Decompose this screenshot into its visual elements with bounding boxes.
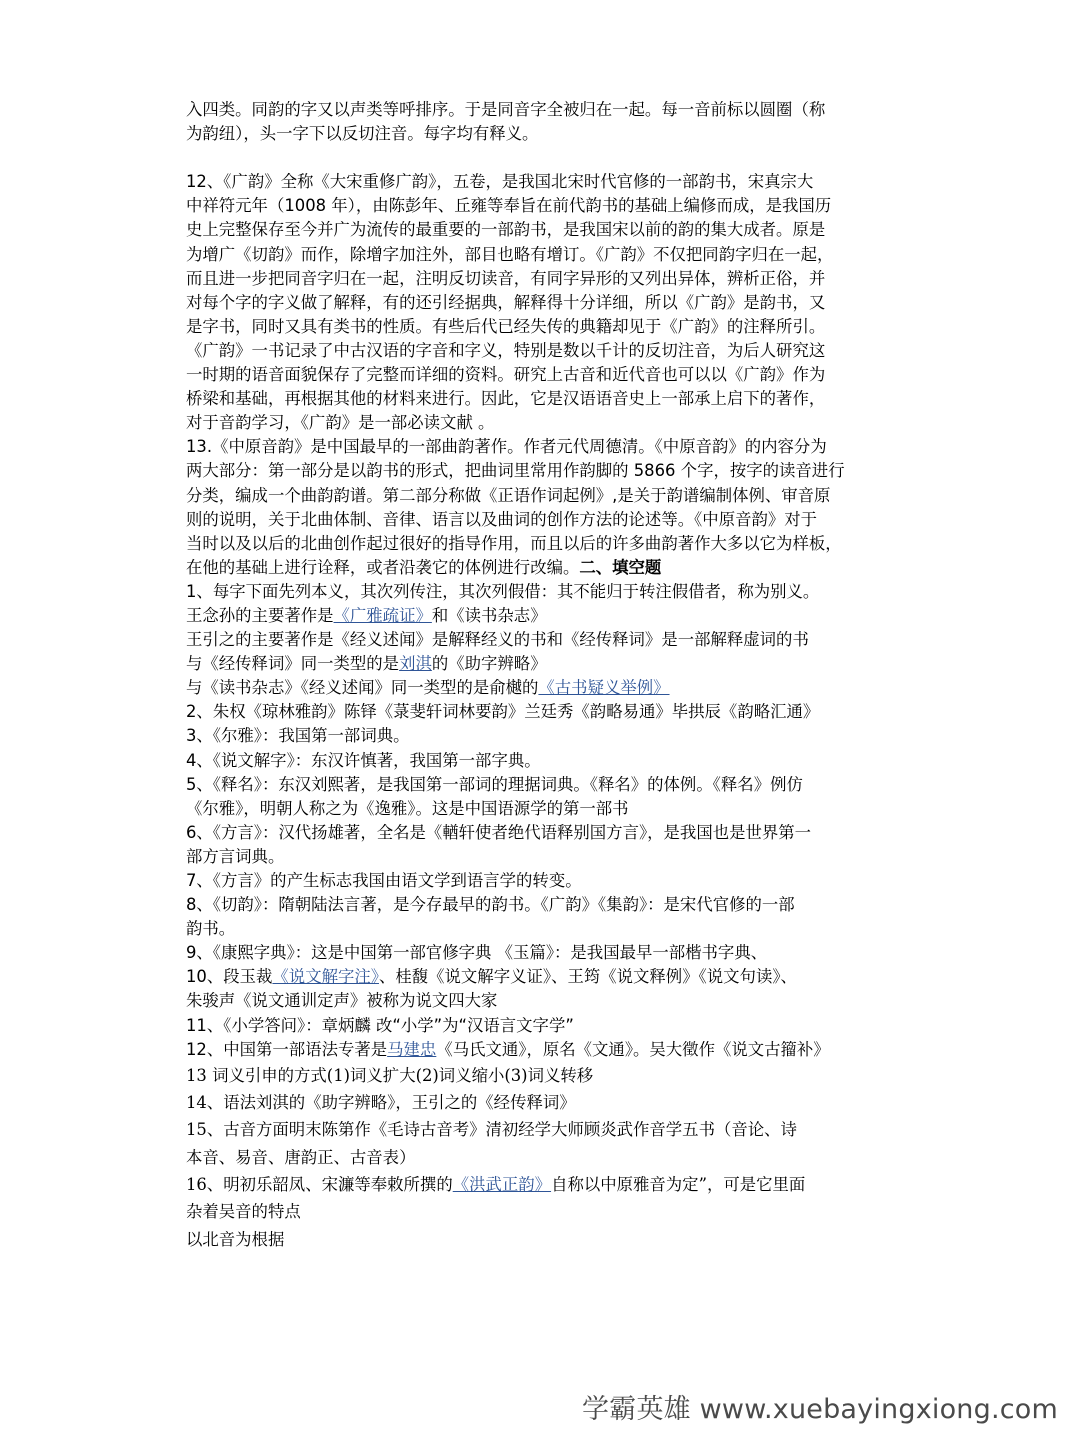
text-segment: 5、《释名》：东汉刘熙著，是我国第一部词的理据词典。《释名》的体例。《释名》例仿 <box>186 774 803 794</box>
text-segment: 部方言词典。 <box>186 846 285 866</box>
text-segment: 6、《方言》：汉代扬雄著，全名是《輶轩使者绝代语释别国方言》，是我国也是世界第一 <box>186 822 812 842</box>
text-segment: 入四类。同韵的字又以声类等呼排序。于是同音字全被归在一起。每一音前标以圆圈（称 <box>186 100 826 119</box>
text-segment: 2、朱权《琼林雅韵》陈铎《菉斐轩词林要韵》兰廷秀《韵略易通》毕拱辰《韵略汇通》 <box>186 702 820 722</box>
text-line <box>186 1116 906 1143</box>
hyperlink[interactable]: 马建忠 <box>387 1039 437 1059</box>
text-line <box>186 315 906 339</box>
text-segment: 中祥符元年（1008 年），由陈彭年、丘雍等奉旨在前代韵书的基础上编修而成，是我国历 <box>186 196 832 216</box>
text-segment: 两大部分：第一部分是以韵书的形式，把曲词里常用作韵脚的 5866 个字，按字的读音进行 <box>186 461 845 481</box>
text-line <box>186 1171 906 1198</box>
text-segment: 、桂馥《说文解字义证》、王筠《说文释例》《说文句读》、 <box>378 967 797 987</box>
text-line <box>186 508 906 532</box>
text-line <box>186 941 906 965</box>
text-segment: 当时以及以后的北曲创作起过很好的指导作用，而且以后的许多曲韵著作大多以它为样板， <box>186 533 842 553</box>
text-line <box>186 484 906 508</box>
text-line <box>186 194 906 218</box>
text-line <box>186 797 906 821</box>
text-segment: 16、明初乐韶凤、宋濂等奉敕所撰的 <box>186 1174 453 1194</box>
text-segment: 《尔雅》，明朝人称之为《逸雅》。这是中国语源学的第一部书 <box>186 798 629 818</box>
text-segment: 为韵纽），头一字下以反切注音。每字均有释义。 <box>186 124 539 144</box>
text-segment: 史上完整保存至今并广为流传的最重要的一部韵书，是我国宋以前的韵的集大成者。原是 <box>186 220 826 240</box>
text-segment: 《马氏文通》，原名《文通》。吴大徵作《说文古籀补》 <box>436 1039 830 1059</box>
hyperlink[interactable]: 《古书疑义举例》 <box>538 678 670 698</box>
text-segment: 杂着吴音的特点 <box>186 1202 301 1222</box>
text-segment: 与《经传释词》同一类型的是 <box>186 654 400 674</box>
text-segment: 与《读书杂志》《经义述闻》同一类型的是俞樾的 <box>186 678 539 698</box>
text-segment: 《广韵》一书记录了中古汉语的字音和字义，特别是数以千计的反切注音，为后人研究这 <box>186 340 826 360</box>
watermark: 学霸英雄 www.xuebayingxiong.com <box>582 1394 1058 1425</box>
text-line <box>186 724 906 748</box>
text-line <box>186 628 906 652</box>
text-segment: 韵书。 <box>186 919 236 939</box>
text-line <box>186 917 906 941</box>
text-segment: 14、语法刘淇的《助字辨略》，王引之的《经传释词》 <box>186 1093 576 1113</box>
text-line <box>186 267 906 291</box>
text-line <box>186 676 906 700</box>
text-line <box>186 98 906 122</box>
text-line <box>186 749 906 773</box>
text-segment: 10、段玉裁 <box>186 967 273 987</box>
text-segment: 12、《广韵》全称《大宋重修广韵》，五卷，是我国北宋时代官修的一部韵书，宋真宗大 <box>186 172 814 192</box>
text-line <box>186 556 906 580</box>
text-segment: 12、中国第一部语法专著是 <box>186 1039 388 1059</box>
text-line <box>186 580 906 604</box>
text-segment: 3、《尔雅》：我国第一部词典。 <box>186 726 410 746</box>
hyperlink[interactable]: 《广雅疏证》 <box>333 605 432 625</box>
text-line <box>186 411 906 435</box>
text-segment: 自称以中原雅音为定”，可是它里面 <box>551 1174 806 1194</box>
blank-line <box>186 146 906 170</box>
text-line <box>186 1198 906 1225</box>
text-line <box>186 989 906 1013</box>
hyperlink[interactable]: 《洪武正韵》 <box>452 1174 552 1194</box>
text-segment: 和《读书杂志》 <box>431 605 547 625</box>
text-line <box>186 243 906 267</box>
text-segment: 13 词义引申的方式(1)词义扩大(2)词义缩小(3)词义转移 <box>186 1065 594 1085</box>
text-segment: 对每个字的字义做了解释，有的还引经据典，解释得十分详细，所以《广韵》是韵书，又 <box>186 292 826 312</box>
text-line <box>186 363 906 387</box>
text-segment: 4、《说文解字》：东汉许慎著，我国第一部字典。 <box>186 750 541 770</box>
text-segment: 而且进一步把同音字归在一起，注明反切读音，有同字异形的又列出异体，辨析正俗，并 <box>186 268 826 288</box>
text-line <box>186 1226 906 1253</box>
text-segment: 在他的基础上进行诠释，或者沿袭它的体例进行改编。 <box>186 557 580 577</box>
text-segment: 1、每字下面先列本义，其次列传注，其次列假借：其不能归于转注假借者，称为别义。 <box>186 581 820 601</box>
text-segment: 王引之的主要著作是《经义述闻》是解释经义的书和《经传释词》是一部解释虚词的书 <box>186 630 809 650</box>
text-segment: 分类，编成一个曲韵韵谱。第二部分称做《正语作词起例》,是关于韵谱编制体例、审音原 <box>186 485 831 505</box>
text-line <box>186 1089 906 1116</box>
text-line <box>186 291 906 315</box>
text-line <box>186 773 906 797</box>
text-segment: 桥梁和基础，再根据其他的材料来进行。因此，它是汉语语音史上一部承上启下的著作， <box>186 389 826 409</box>
text-line <box>186 459 906 483</box>
text-line <box>186 1038 906 1062</box>
text-segment: 8、《切韵》：隋朝陆法言著，是今存最早的韵书。《广韵》《集韵》：是宋代官修的一部 <box>186 895 795 915</box>
text-line <box>186 1144 906 1171</box>
text-line <box>186 965 906 989</box>
text-line <box>186 170 906 194</box>
hyperlink[interactable]: 《说文解字注》 <box>272 967 379 987</box>
hyperlink[interactable]: 刘淇 <box>399 654 432 674</box>
text-line <box>186 845 906 869</box>
text-segment: 9、《康熙字典》：这是中国第一部官修字典 《玉篇》：是我国最早一部楷书字典、 <box>186 943 768 963</box>
text-segment: 本音、易音、唐韵正、古音表） <box>186 1147 416 1167</box>
text-line <box>186 700 906 724</box>
text-segment: 11、《小学答问》：章炳麟 改“小学”为“汉语言文字学” <box>186 1015 574 1035</box>
text-segment: 的《助字辨略》 <box>431 654 547 674</box>
text-segment: 7、《方言》的产生标志我国由语文学到语言学的转变。 <box>186 871 582 890</box>
text-line <box>186 1062 906 1089</box>
text-segment: 是字书，同时又具有类书的性质。有些后代已经失传的典籍却见于《广韵》的注释所引。 <box>186 316 826 336</box>
text-segment: 对于音韵学习，《广韵》是一部必读文献 。 <box>186 413 495 433</box>
text-line <box>186 821 906 845</box>
text-segment: 朱骏声《说文通训定声》被称为说文四大家 <box>186 991 498 1011</box>
text-line <box>186 604 906 628</box>
section-heading: 二、填空题 <box>579 557 662 577</box>
text-line <box>186 652 906 676</box>
text-segment: 13.《中原音韵》是中国最早的一部曲韵著作。作者元代周德清。《中原音韵》的内容分为 <box>186 437 827 457</box>
text-segment: 王念孙的主要著作是 <box>186 605 334 625</box>
text-line <box>186 435 906 459</box>
text-segment: 15、古音方面明末陈第作《毛诗古音考》清初经学大师顾炎武作音学五书（音论、诗 <box>186 1120 797 1140</box>
text-segment: 一时期的语音面貌保存了完整而详细的资料。研究上古音和近代音也可以以《广韵》作为 <box>186 365 826 385</box>
document-body <box>186 98 906 1253</box>
text-segment: 为增广《切韵》而作，除增字加注外，部目也略有增订。《广韵》不仅把同韵字归在一起， <box>186 244 834 264</box>
text-segment: 则的说明，关于北曲体制、音律、语言以及曲词的创作方法的论述等。《中原音韵》对于 <box>186 509 818 529</box>
text-line <box>186 1014 906 1038</box>
text-line <box>186 893 906 917</box>
text-line <box>186 387 906 411</box>
text-line <box>186 869 906 893</box>
text-line <box>186 122 906 146</box>
text-segment: 以北音为根据 <box>186 1229 285 1249</box>
text-line <box>186 218 906 242</box>
text-line <box>186 339 906 363</box>
text-line <box>186 532 906 556</box>
